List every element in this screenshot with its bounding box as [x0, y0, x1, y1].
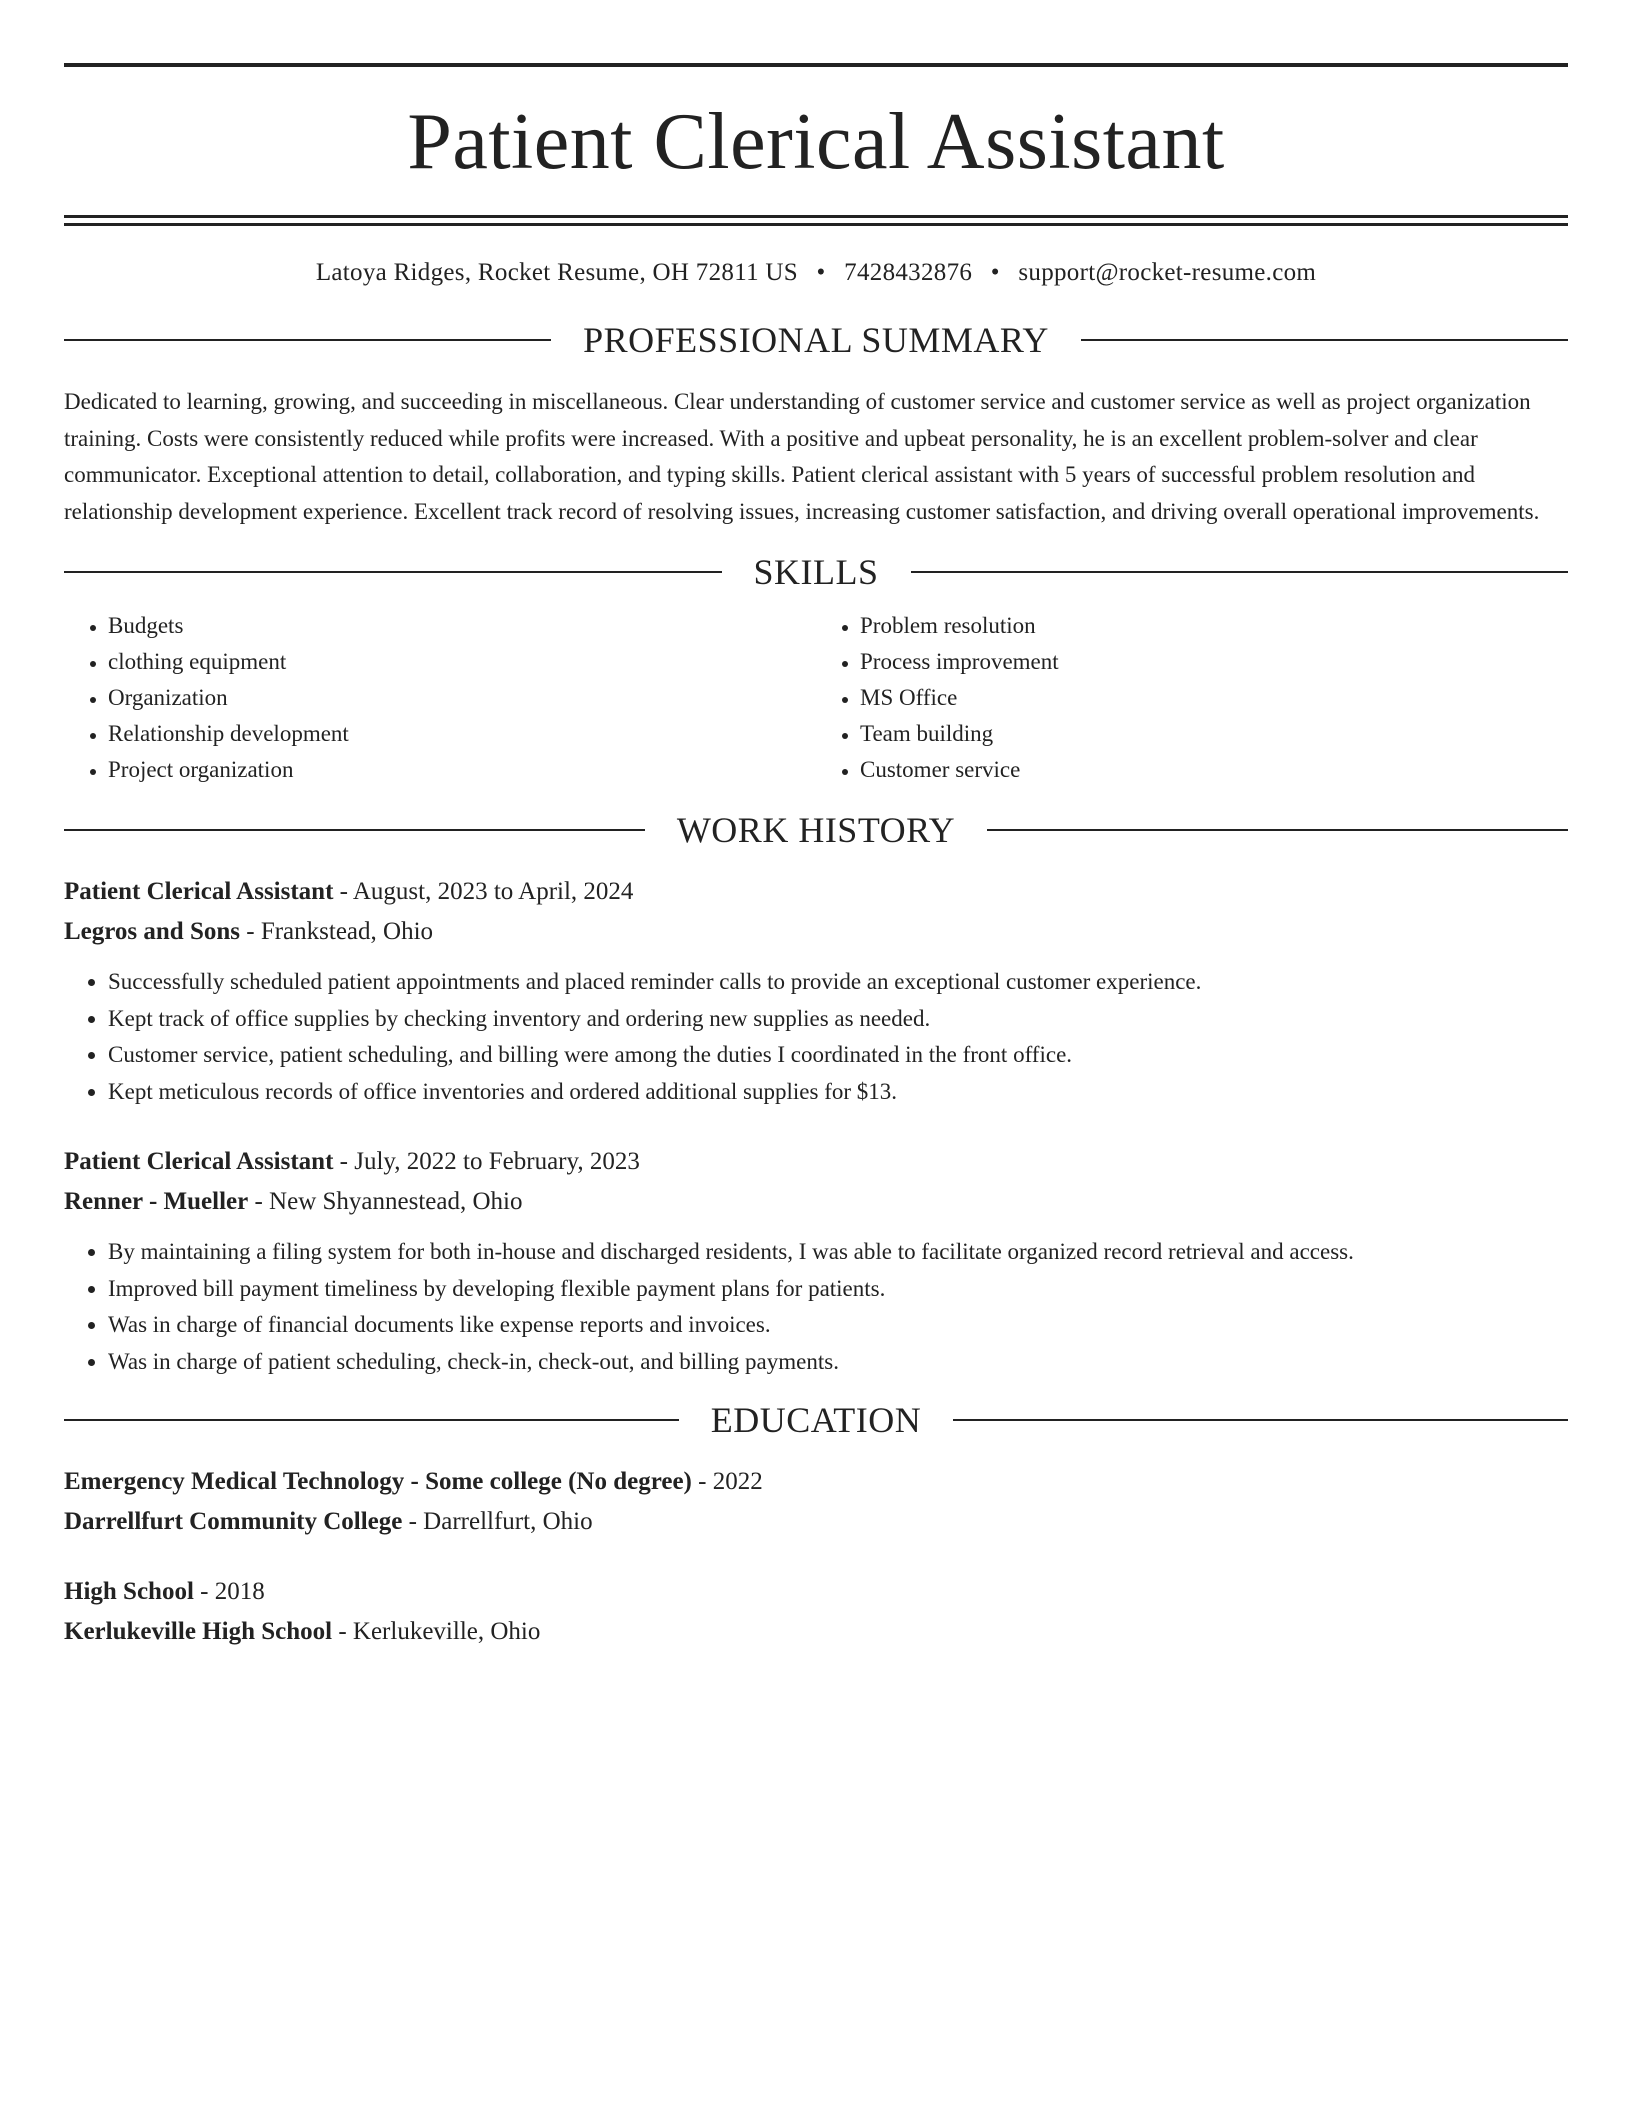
- job-role: Patient Clerical Assistant: [64, 878, 334, 905]
- contact-phone: 7428432876: [844, 259, 973, 286]
- job-bullet: • Customer service, patient scheduling, and billing were among the duties I coordinated in the front office.: [108, 1037, 1568, 1074]
- education-degree-line: [64, 1462, 1568, 1502]
- education-heading-label: EDUCATION: [710, 1400, 922, 1440]
- resume-title: Patient Clerical Assistant: [407, 98, 1225, 186]
- summary-section-heading: [64, 322, 1568, 358]
- education-degree: Emergency Medical Technology - Some college (No degree): [64, 1468, 692, 1495]
- skill-item: • Customer service: [860, 752, 1568, 788]
- job-title-line: [64, 872, 1568, 912]
- skill-item: • Budgets: [108, 608, 816, 644]
- skill-item: • Organization: [108, 680, 816, 716]
- job-role: Patient Clerical Assistant: [64, 1148, 334, 1175]
- skill-item: • Team building: [860, 716, 1568, 752]
- job-company-line: [64, 912, 1568, 952]
- education-degree: High School: [64, 1578, 194, 1605]
- contact-separator: •: [816, 259, 826, 286]
- education-location: - Darrellfurt, Ohio: [402, 1508, 593, 1535]
- job-company: Legros and Sons: [64, 918, 240, 945]
- contact-email: support@rocket-resume.com: [1018, 259, 1317, 286]
- education-school-line: [64, 1612, 1568, 1652]
- contact-separator: •: [990, 259, 1000, 286]
- heading-rule-left: [64, 829, 645, 831]
- education-school: Kerlukeville High School: [64, 1618, 333, 1645]
- job-bullets: [64, 964, 1568, 1110]
- work-section-heading: [64, 812, 1568, 848]
- job-company: Renner - Mueller: [64, 1188, 249, 1215]
- skill-item: • Process improvement: [860, 644, 1568, 680]
- title-double-rule: [64, 215, 1568, 226]
- heading-rule-left: [64, 571, 722, 573]
- skills-section-heading: [64, 554, 1568, 590]
- job-bullet: • Improved bill payment timeliness by developing flexible payment plans for patients.: [108, 1271, 1568, 1308]
- job-dates: - July, 2022 to February, 2023: [333, 1148, 640, 1175]
- heading-rule-left: [64, 1419, 679, 1421]
- heading-rule-right: [911, 571, 1569, 573]
- skill-item: • Project organization: [108, 752, 816, 788]
- skill-item: • clothing equipment: [108, 644, 816, 680]
- skills-column-right: [816, 608, 1568, 788]
- summary-heading-label: PROFESSIONAL SUMMARY: [583, 320, 1049, 360]
- contact-line: [64, 258, 1568, 288]
- job-company-line: [64, 1182, 1568, 1222]
- heading-rule-left: [64, 339, 551, 341]
- education-degree-line: [64, 1572, 1568, 1612]
- job-entry: [64, 1142, 1568, 1380]
- job-bullet: • By maintaining a filing system for both in-house and discharged residents, I was able to facilitate organized record retrieval and access.: [108, 1234, 1568, 1271]
- education-school: Darrellfurt Community College: [64, 1508, 403, 1535]
- job-bullets: [64, 1234, 1568, 1380]
- job-bullet: • Was in charge of patient scheduling, check-in, check-out, and billing payments.: [108, 1344, 1568, 1381]
- skill-item: • Problem resolution: [860, 608, 1568, 644]
- skill-item: • MS Office: [860, 680, 1568, 716]
- skills-heading-label: SKILLS: [753, 552, 879, 592]
- job-location: - Frankstead, Ohio: [240, 918, 434, 945]
- education-entry: [64, 1462, 1568, 1542]
- job-location: - New Shyannestead, Ohio: [248, 1188, 523, 1215]
- education-year: - 2018: [193, 1578, 265, 1605]
- job-bullet: • Was in charge of financial documents like expense reports and invoices.: [108, 1307, 1568, 1344]
- job-bullet: • Successfully scheduled patient appointments and placed reminder calls to provide an exceptional customer experience.: [108, 964, 1568, 1001]
- education-year: - 2022: [691, 1468, 763, 1495]
- heading-rule-right: [953, 1419, 1568, 1421]
- education-entry: [64, 1572, 1568, 1652]
- skills-list: [64, 608, 1568, 788]
- summary-text: Dedicated to learning, growing, and succeeding in miscellaneous. Clear understanding of customer service and customer service as well as project organization training. Costs were consistently reduced while profits were increased. With a positive and upbeat personality, he is an excellent problem-solver and clear communicator. Exceptional attention to detail, collaboration, and typing skills. Patient clerical assistant with 5 years of successful problem resolution and relationship development experience. Excellent track record of resolving issues, increasing customer satisfaction, and driving overall operational improvements.: [64, 389, 1540, 524]
- job-dates: - August, 2023 to April, 2024: [333, 878, 634, 905]
- top-rule: [64, 63, 1568, 67]
- job-bullet: • Kept meticulous records of office inventories and ordered additional supplies for $13.: [108, 1074, 1568, 1111]
- contact-address: Latoya Ridges, Rocket Resume, OH 72811 US: [315, 259, 798, 286]
- job-bullet: • Kept track of office supplies by checking inventory and ordering new supplies as needed.: [108, 1001, 1568, 1038]
- education-location: - Kerlukeville, Ohio: [332, 1618, 541, 1645]
- education-school-line: [64, 1502, 1568, 1542]
- heading-rule-right: [987, 829, 1568, 831]
- heading-rule-right: [1081, 339, 1568, 341]
- skills-column-left: [64, 608, 816, 788]
- education-section-heading: [64, 1402, 1568, 1438]
- skill-item: • Relationship development: [108, 716, 816, 752]
- work-heading-label: WORK HISTORY: [676, 810, 956, 850]
- job-entry: [64, 872, 1568, 1110]
- job-title-line: [64, 1142, 1568, 1182]
